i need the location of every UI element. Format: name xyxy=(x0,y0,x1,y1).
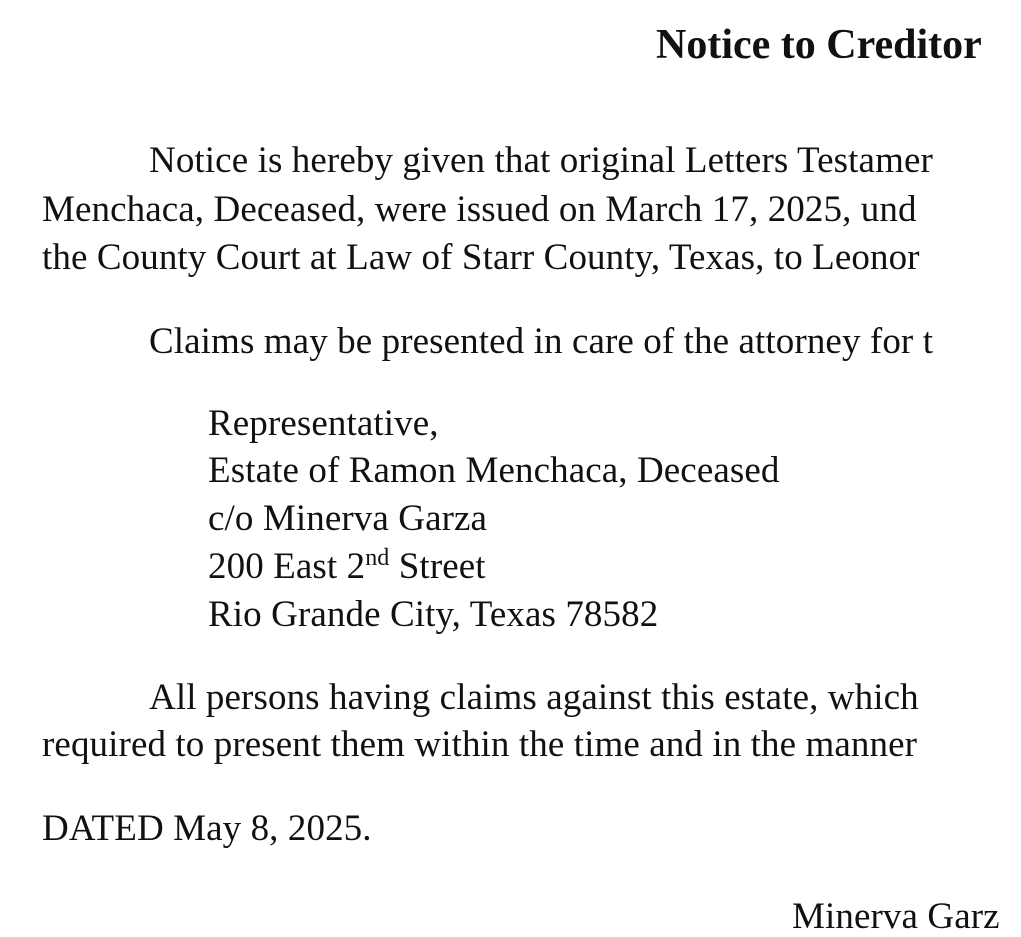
paragraph-3-line-2: required to present them within the time and in the manner xyxy=(42,724,918,765)
paragraph-1-line-1: Notice is hereby given that original Letters Testamer xyxy=(149,140,933,181)
paragraph-3-line-1: All persons having claims against this estate, which xyxy=(149,677,919,718)
address-line-1: Representative, xyxy=(208,403,439,444)
ordinal-superscript: nd xyxy=(365,545,390,571)
paragraph-1-line-3: the County Court at Law of Starr County, Texas, to Leonor xyxy=(42,237,920,278)
dated-line: DATED May 8, 2025. xyxy=(42,808,372,849)
address-line-2: Estate of Ramon Menchaca, Deceased xyxy=(208,450,780,491)
address-street-number: 200 East 2 xyxy=(208,546,366,587)
address-line-3: c/o Minerva Garza xyxy=(208,498,488,539)
address-line-5: Rio Grande City, Texas 78582 xyxy=(208,594,659,635)
address-line-4 xyxy=(208,545,486,593)
paragraph-2-line-1: Claims may be presented in care of the attorney for t xyxy=(149,321,934,362)
address-street-name: Street xyxy=(389,546,486,587)
signature-name: Minerva Garz xyxy=(792,896,1000,937)
document-title: Notice to Creditor xyxy=(656,22,982,68)
paragraph-1-line-2: Menchaca, Deceased, were issued on March 17, 2025, und xyxy=(42,189,917,230)
